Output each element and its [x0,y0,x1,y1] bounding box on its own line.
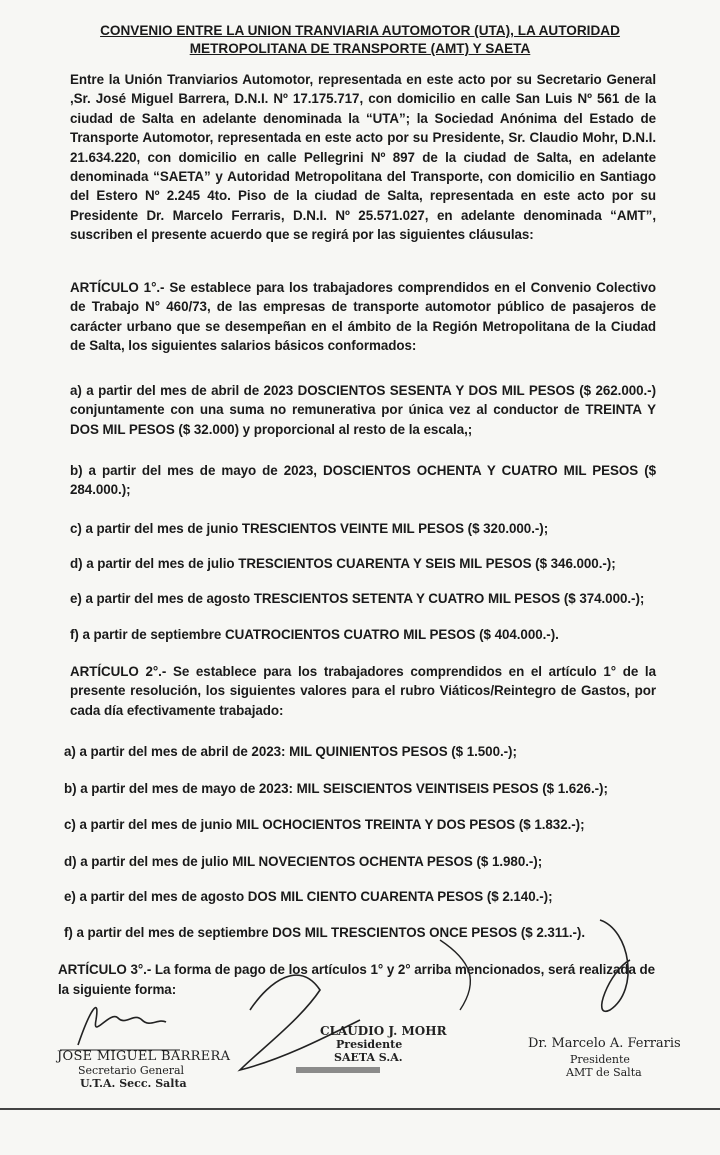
signature-left-org: U.T.A. Secc. Salta [80,1077,187,1090]
article-1-item-f: f) a partir de septiembre CUATROCIENTOS CUATRO MIL PESOS ($ 404.000.-). [70,627,559,642]
signature-left-role: Secretario General [78,1064,185,1077]
article-1-item-a: a) a partir del mes de abril de 2023 DOSCIENTOS SESENTA Y DOS MIL PESOS ($ 262.000.-) conjuntamente con una suma no remunerativa por única vez al conductor de TREINTA Y DOS MIL PESOS ($ 32.000) y proporcional al resto de la escala,; [70,383,656,437]
document-title [60,22,660,58]
article-1-item-d: d) a partir del mes de julio TRESCIENTOS CUARENTA Y SEIS MIL PESOS ($ 346.000.-); [70,556,616,571]
article-1-item-e: e) a partir del mes de agosto TRESCIENTOS SETENTA Y CUATRO MIL PESOS ($ 374.000.-); [70,591,645,606]
article-3-line-2: la siguiente forma: [58,982,177,997]
intro-paragraph: Entre la Unión Tranviarios Automotor, representada en este acto por su Secretario General ,Sr. José Miguel Barrera, D.N.I. Nº 17.175.717, con domicilio en calle San Luis Nº 561 de la ciudad de Salta en adelante denominada la “UTA”; la Sociedad Anónima del Estado de Transporte Automotor, representada en este acto por su Presidente, Sr. Claudio Mohr, D.N.I. 21.634.220, con domicilio en calle Pellegrini Nº 897 de la ciudad de Salta, en adelante denominada “SAETA” y Autoridad Metropolitana del Transporte, con domicilio en Santiago del Estero Nº 2.245 4to. Piso de la ciudad de Salta, representada en este acto por su Presidente Dr. Marcelo Ferraris, D.N.I. Nº 25.571.027, en adelante denominada “AMT”, suscriben el presente acuerdo que se regirá por las siguientes cláusulas: [70,72,656,243]
bottom-rule [0,1108,720,1110]
article-2-item-a: a) a partir del mes de abril de 2023: MIL QUINIENTOS PESOS ($ 1.500.-); [64,744,517,759]
title-line-2: METROPOLITANA DE TRANSPORTE (AMT) Y SAETA [189,41,531,56]
article-3-line-1: ARTÍCULO 3°.- La forma de pago de los artículos 1° y 2° arriba mencionados, será realizada de [58,962,656,977]
article-2-item-b: b) a partir del mes de mayo de 2023: MIL SEISCIENTOS VEINTISEIS PESOS ($ 1.626.-); [64,781,608,796]
signature-left-name: JOSE MIGUEL BARRERA [57,1049,231,1064]
article-2: ARTÍCULO 2°.- Se establece para los trabajadores comprendidos en el artículo 1° de la presente resolución, los siguientes valores para el rubro Viáticos/Reintegro de Gastos, por cada día efectivamente trabajado: [70,664,656,718]
article-1-item-c: c) a partir del mes de junio TRESCIENTOS VEINTE MIL PESOS ($ 320.000.-); [70,521,549,536]
title-line-1: CONVENIO ENTRE LA UNION TRANVIARIA AUTOMOTOR (UTA), LA AUTORIDAD [100,23,620,38]
signature-right-name: Dr. Marcelo A. Ferraris [528,1036,681,1051]
signature-right-role: Presidente [570,1053,630,1066]
article-2-item-c: c) a partir del mes de junio MIL OCHOCIENTOS TREINTA Y DOS PESOS ($ 1.832.-); [64,817,585,832]
stamp-middle-org: SAETA S.A. [334,1051,403,1064]
article-1-item-b: b) a partir del mes de mayo de 2023, DOSCIENTOS OCHENTA Y CUATRO MIL PESOS ($ 284.000.); [70,463,656,498]
article-1: ARTÍCULO 1°.- Se establece para los trabajadores comprendidos en el Convenio Colectivo de Trabajo N° 460/73, de las empresas de transporte automotor público de pasajeros de carácter urbano que se desempeñan en el ámbito de la Región Metropolitana de la Ciudad de Salta, los siguientes salarios básicos conformados: [70,280,656,354]
stamp-middle-role: Presidente [336,1038,403,1051]
signature-right-org: AMT de Salta [566,1066,642,1079]
article-2-item-e: e) a partir del mes de agosto DOS MIL CIENTO CUARENTA PESOS ($ 2.140.-); [64,889,553,904]
article-2-item-f: f) a partir del mes de septiembre DOS MIL TRESCIENTOS ONCE PESOS ($ 2.311.-). [64,925,586,940]
article-2-item-d: d) a partir del mes de julio MIL NOVECIENTOS OCHENTA PESOS ($ 1.980.-); [64,854,543,869]
stamp-middle-name: CLAUDIO J. MOHR [320,1024,447,1038]
